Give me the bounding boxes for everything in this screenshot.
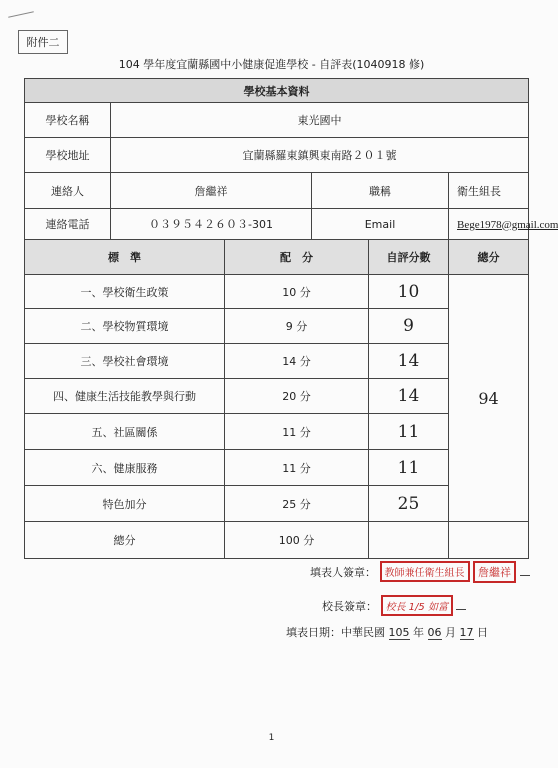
- pencil-mark: [8, 11, 34, 17]
- allocation-cell: 9 分: [225, 309, 369, 344]
- score-cell: 14: [369, 379, 449, 414]
- allocation-cell: 25 分: [225, 486, 369, 522]
- contact-label: 連絡人: [25, 173, 111, 209]
- document-title: 104 學年度宜蘭縣國中小健康促進學校 - 自評表(1040918 修): [118, 58, 425, 71]
- allocation-cell: 11 分: [225, 450, 369, 486]
- filler-title-stamp: 教師兼任衛生組長: [380, 561, 470, 582]
- principal-signature-line: [456, 609, 466, 610]
- basic-info-header: 學校基本資料: [25, 79, 529, 103]
- page-number: 1: [268, 733, 275, 743]
- address-value: 宜蘭縣羅東鎮興東南路２０１號: [111, 138, 529, 173]
- score-cell: 11: [369, 450, 449, 486]
- filler-signature-row: [310, 561, 530, 583]
- sum-allocation: 100 分: [225, 522, 369, 559]
- table-row: [25, 275, 529, 309]
- principal-label: 校長簽章：: [322, 600, 377, 613]
- assessment-table: [24, 78, 558, 559]
- allocation-cell: 14 分: [225, 344, 369, 379]
- day-unit: 日: [477, 626, 488, 639]
- school-name-label: 學校名稱: [25, 103, 111, 138]
- filler-name-stamp: 詹繼祥: [473, 561, 516, 583]
- email-value: Bege1978@gmail.com: [449, 209, 529, 240]
- school-name-value: 東光國中: [111, 103, 529, 138]
- filler-label: 填表人簽章：: [310, 566, 376, 579]
- allocation-header: 配 分: [225, 240, 369, 275]
- score-cell: 25: [369, 486, 449, 522]
- address-label: 學校地址: [25, 138, 111, 173]
- standard-cell: 四、健康生活技能教學與行動: [25, 379, 225, 414]
- score-cell: 10: [369, 275, 449, 309]
- principal-signature: 校長 1/5 如富: [381, 595, 453, 616]
- month-value: 06: [427, 626, 442, 639]
- standard-cell: 六、健康服務: [25, 450, 225, 486]
- filler-signature-line: [520, 575, 530, 576]
- self-score-header: 自評分數: [369, 240, 449, 275]
- allocation-cell: 11 分: [225, 414, 369, 450]
- standard-header: 標 準: [25, 240, 225, 275]
- standard-cell: 五、社區關係: [25, 414, 225, 450]
- attachment-label: 附件二: [18, 30, 68, 54]
- standard-cell: 三、學校社會環境: [25, 344, 225, 379]
- sum-total-empty: [449, 522, 529, 559]
- score-cell: 11: [369, 414, 449, 450]
- total-header: 總分: [449, 240, 529, 275]
- date-label: 填表日期：中華民國: [286, 626, 385, 639]
- sum-row: [25, 522, 529, 559]
- allocation-cell: 20 分: [225, 379, 369, 414]
- score-cell: 14: [369, 344, 449, 379]
- allocation-cell: 10 分: [225, 275, 369, 309]
- email-label: Email: [312, 209, 449, 240]
- position-label: 職稱: [312, 173, 449, 209]
- sum-label: 總分: [25, 522, 225, 559]
- fill-date-row: [286, 624, 488, 640]
- standard-cell: 特色加分: [25, 486, 225, 522]
- phone-label: 連絡電話: [25, 209, 111, 240]
- year-value: 105: [388, 626, 410, 639]
- standard-cell: 一、學校衛生政策: [25, 275, 225, 309]
- month-unit: 月: [445, 626, 456, 639]
- day-value: 17: [459, 626, 474, 639]
- phone-value: ０３９５４２６０３-301: [111, 209, 312, 240]
- total-score-cell: 94: [449, 275, 529, 522]
- position-value: 衛生組長: [449, 173, 529, 209]
- year-unit: 年: [413, 626, 424, 639]
- contact-value: 詹繼祥: [111, 173, 312, 209]
- standard-cell: 二、學校物質環境: [25, 309, 225, 344]
- principal-signature-row: [322, 595, 466, 616]
- score-cell: 9: [369, 309, 449, 344]
- sum-score-empty: [369, 522, 449, 559]
